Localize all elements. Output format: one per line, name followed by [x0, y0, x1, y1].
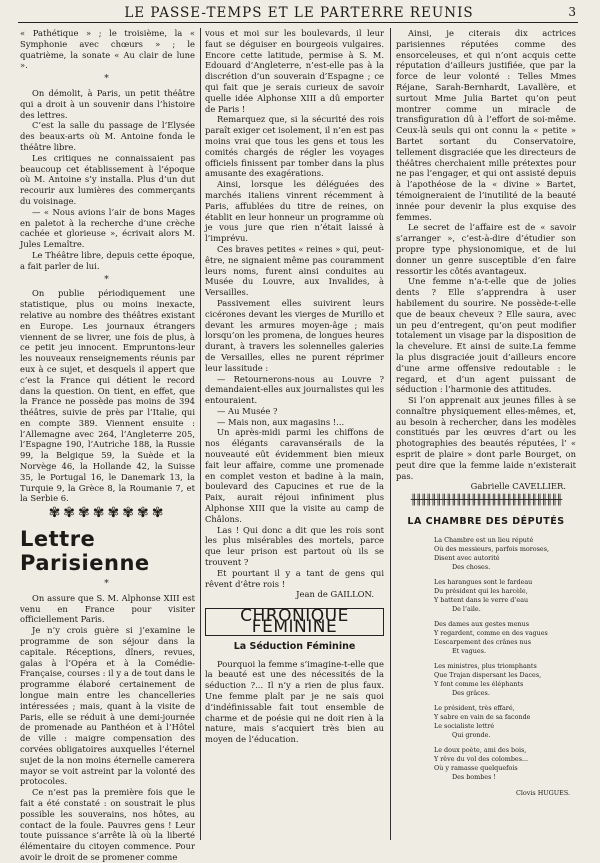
poem-signature: Clovis HUGUES.	[515, 788, 570, 797]
poem-stanza	[434, 662, 576, 698]
newspaper-title: LE PASSE-TEMPS ET LE PARTERRE REUNIS	[124, 5, 474, 21]
poem-stanza	[434, 746, 576, 782]
poem-stanza	[434, 578, 576, 614]
paragraph: Ce n’est pas la première fois que le fait a été constaté : on soustrait le plus possible les souverains, nos hôtes, au contact de la foule. Pauvres gens ! Leur toute puissance s’arrête là où la liberté élémentaire du citoyen commence. Pour avoir le droit de se promener comme	[20, 787, 195, 862]
poem-line: De l’aile.	[452, 604, 481, 613]
column-divider	[200, 28, 201, 840]
star-ornament: *	[104, 74, 111, 85]
paragraph: — « Nous avions l’air de bons Mages en paletot à la recherche d’une crèche cachée et glorieuse », écrivait alors M. Jules Lemaître.	[20, 206, 195, 250]
paragraph: Le secret de l’affaire est de « savoir s’arranger », c’est-à-dire d’étudier son propre type physionomique, et de lui donner un genre susceptible d’en faire ressortir les côtés avantageux.	[396, 222, 576, 276]
paragraph: Si l’on apprenait aux jeunes filles à se connaître physiquement elles-mêmes, et, au besoin à rechercher, dans les modèles constitués par les œuvres d’art ou les photographies des beautés réputées, l’ « esprit de plaire » dont parle Bourget, on peut dire que la femme laide n’existerait pas.	[396, 395, 576, 481]
poem-stanza	[434, 620, 576, 656]
poem-line: Y battent dans le verre d’eau	[434, 595, 529, 604]
poem-line: Disent avec autorité	[434, 553, 500, 562]
column-2	[205, 28, 384, 843]
poem-line: Où des messieurs, parfois moroses,	[434, 544, 550, 553]
poem-line: Y sabre en vain de sa faconde	[434, 712, 531, 721]
column-divider	[390, 28, 391, 840]
paragraph: C’est la salle du passage de l’Elysée des beaux-arts où M. Antoine fonda le théâtre libre.	[20, 120, 195, 152]
author-signature: Gabrielle CAVELLIER.	[470, 481, 566, 492]
paragraph: vous et moi sur les boulevards, il leur faut se déguiser en bourgeois vulgaires. Encore cette latitude, permise à S. M. Edouard d’Angleterre, n’est-elle pas à la discrétion d’un souverain d’Espagne ; ce qui fait que je serais curieux de savoir quelle idée Alphonse XIII a dû emporter de Paris !	[205, 28, 384, 114]
paragraph: Ainsi, lorsque les déléguées des marchés italiens vinrent récemment à Paris, affublées du titre de reines, on établit en leur honneur un programme où je vous jure que rien n’était laissé à l’imprévu.	[205, 179, 384, 244]
column-3	[396, 28, 576, 843]
poem-line: Et vagues.	[452, 646, 486, 655]
paragraph: « Pathétique » ; le troisième, la « Symphonie avec chœurs » ; le quatrième, la sonate « Au clair de lune ».	[20, 28, 195, 71]
section-title-chronique-feminine: CHRONIQUE FÉMININE	[205, 608, 384, 636]
paragraph: Pourquoi la femme s’imagine-t-elle que la beauté est une des nécessités de la séduction ?... Il n’y a rien de plus faux. Une femme plaît par je ne sais quoi d’indéfinissable fait tout ensemble de charme et de poésie qui ne doit rien à la nature, mais s’acquiert très bien au moyen de l’éducation.	[205, 658, 384, 745]
column-1	[20, 28, 195, 862]
paragraph: Las ! Qui donc a dit que les rois sont les plus misérables des mortels, parce que leur prison est partout où ils se trouvent ?	[205, 524, 384, 568]
star-ornament: *	[104, 579, 111, 590]
paragraph: Les critiques ne connaissaient pas beaucoup cet établissement à l’époque où M. Antoine s’y installa. Plus d’un dut recourir aux lumières des commerçants du voisinage.	[20, 152, 195, 206]
paragraph: Le Théâtre libre, depuis cette époque, a fait parler de lui.	[20, 249, 195, 271]
poem-line: Le socialiste lettré	[434, 721, 495, 730]
header-rule	[18, 22, 578, 23]
paragraph: — Retournerons-nous au Louvre ? demandaient-elles aux journalistes qui les entouraient.	[205, 373, 384, 406]
poem-line: Des choses.	[452, 562, 491, 571]
section-title-lettre-parisienne: Lettre Parisienne	[20, 527, 150, 576]
paragraph: — Mais non, aux magasins !...	[217, 416, 345, 427]
poem-line: Le doux poète, ami des bois,	[434, 745, 527, 754]
paragraph: On publie périodiquement une statistique, plus ou moins inexacte, relative au nombre des théâtres existant en Europe. Les journaux étrangers viennent de se livrer, une fois de plus, à ce petit jeu innocent. Empruntons-leur les nouveaux renseignements réunis par eux à ce sujet, et desquels il appert que c’est la France qui détient le record dans la question. On tient, en effet, que la France ne possède pas moins de 394 théâtres, suivie de près par l’Italie, qui en compte 389. Viennent ensuite : l’Allemagne avec 264, l’Angleterre 205, l’Espagne 190, l’Autriche 188, la Russie 99, la Belgique 59, la Suède et la Norvège 46, la Hollande 42, la Suisse 35, le Portugal 16, le Danemark 13, la Turquie 9, la Grèce 8, la Roumanie 7, et la Serbie 6.	[20, 288, 195, 504]
paragraph: On assure que S. M. Alphonse XIII est venu en France pour visiter officiellement Paris.	[20, 592, 195, 625]
poem-line: Des dames aux gestes menus	[434, 619, 529, 628]
paragraph: Passivement elles suivirent leurs cicérones devant les vierges de Murillo et devant les armures moyen-âge ; mais lorsqu’on les promena, de longues heures durant, à travers les solennelles galeries de Versailles, elles ne purent réprimer leur lassitude :	[205, 297, 384, 373]
page-header	[18, 4, 580, 22]
author-signature: Jean de GAILLON.	[296, 589, 374, 600]
paragraph: Ainsi, je citerais dix actrices parisiennes réputées comme des ensorceleuses, et qui n’ont acquis cette réputation d’ailleurs justifiée, que par la force de leur volonté : Telles Mmes Réjane, Sarah-Bernhardt, Lavallère, et surtout Mme Julia Bartet qu’on peut montrer comme un miracle de transfiguration dû à l’effort de soi-même. Ceux-là seuls qui ont connu la « petite » Bartet sortant du Conservatoire, tellement disgraciée que les directeurs de théâtres cherchaient mille prétextes pour ne pas l’engager, et qui ont assisté depuis à l’apothéose de la « divine » Bartet, témoigneraient de l’inutilité de la beauté innée pour devenir la plus exquise des femmes.	[396, 28, 576, 222]
paragraph: Ces braves petites « reines » qui, peut-être, ne signaient même pas couramment leurs noms, furent ainsi conduites au Musée du Louvre, aux Invalides, à Versailles.	[205, 243, 384, 298]
poem-line: Y rêve du vol des colombes...	[434, 754, 529, 763]
poem-line: Des bombes !	[452, 772, 496, 781]
poem-line: Y font comme les éléphants	[434, 679, 524, 688]
poem-line: Que Trajan dispersant les Daces,	[434, 670, 542, 679]
paragraph: Je n’y crois guère si j’examine le programme de son séjour dans la capitale. Réceptions, dîners, revues, galas à l’Opéra et à la Comédie-Française, courses : il y a de tout dans le programme élaboré certainement de longue main entre les chancelleries intéressées ; mais, quant à la visite de Paris, elle se réduit à une demi-journée de promenade au Panthéon et à l’Hôtel de ville : maigre compensation des corvées obligatoires auxquelles l’éternel sujet de la non moins éternelle camerera mayor se voit astreint par la volonté des protocoles.	[20, 625, 195, 787]
paragraph: Et pourtant il y a tant de gens qui rêvent d’être rois !	[205, 567, 384, 589]
poem	[396, 536, 576, 782]
ornament-row: ✾✾✾✾✾✾✾✾	[48, 505, 167, 522]
poem-line: Qui gronde.	[452, 730, 491, 739]
poem-title: LA CHAMBRE DES DÉPUTÉS	[407, 516, 565, 528]
poem-line: La Chambre est un lieu réputé	[434, 535, 534, 544]
star-ornament: *	[104, 274, 111, 285]
paragraph: — Au Musée ?	[217, 405, 278, 416]
poem-line: Où y ramasse quelquefois	[434, 763, 518, 772]
poem-line: Les ministres, plus triomphants	[434, 661, 537, 670]
poem-line: L’escarpement des crânes nus	[434, 637, 532, 646]
page-number: 3	[568, 5, 576, 19]
article-subtitle: La Séduction Féminine	[233, 640, 356, 652]
poem-line: Y regardent, comme en des vagues	[434, 628, 548, 637]
paragraph: Une femme n’a-t-elle que de jolies dents ? Elle s’apprendra à user habilement du sourire. Ne possède-t-elle que de beaux cheveux ? Elle saura, avec un peu d’entregent, qu’on peut modifier totalement un visage par la disposition de la chevelure. Et ainsi de suite.La femme la plus disgraciée jouit d’ailleurs encore d’une arme offensive redoutable : le regard, et d’un agent puissant de séduction : l’harmonie des attitudes.	[396, 276, 576, 395]
paragraph: On démolit, à Paris, un petit théâtre qui a droit à un souvenir dans l’histoire des lettres.	[20, 87, 195, 120]
poem-line: Les harangues sont le fardeau	[434, 577, 533, 586]
fence-ornament: ╫╫╫╫╫╫╫╫╫╫╫╫╫╫╫╫╫╫╫╫╫╫╫╫╫╫╫╫╫╫	[410, 495, 562, 507]
poem-line: Le président, très effaré,	[434, 703, 515, 712]
poem-line: Des grâces.	[452, 688, 490, 697]
poem-stanza	[434, 536, 576, 572]
poem-line: Du président qui les harcèle,	[434, 586, 528, 595]
paragraph: Remarquez que, si la sécurité des rois paraît exiger cet isolement, il n’en est pas moins vrai que tous les gens et tous les comités chargés de régler les voyages officiels finissent par tomber dans la plus amusante des exagérations.	[205, 114, 384, 179]
paragraph: Un après-midi parmi les chiffons de nos élégants caravansérails de la nouveauté eût évidemment bien mieux fait leur affaire, comme une promenade en complet veston et badine à la main, boulevard des Capucines et rue de la Paix, aurait réjoui infiniment plus Alphonse XIII que la visite au camp de Châlons.	[205, 427, 384, 524]
poem-stanza	[434, 704, 576, 740]
